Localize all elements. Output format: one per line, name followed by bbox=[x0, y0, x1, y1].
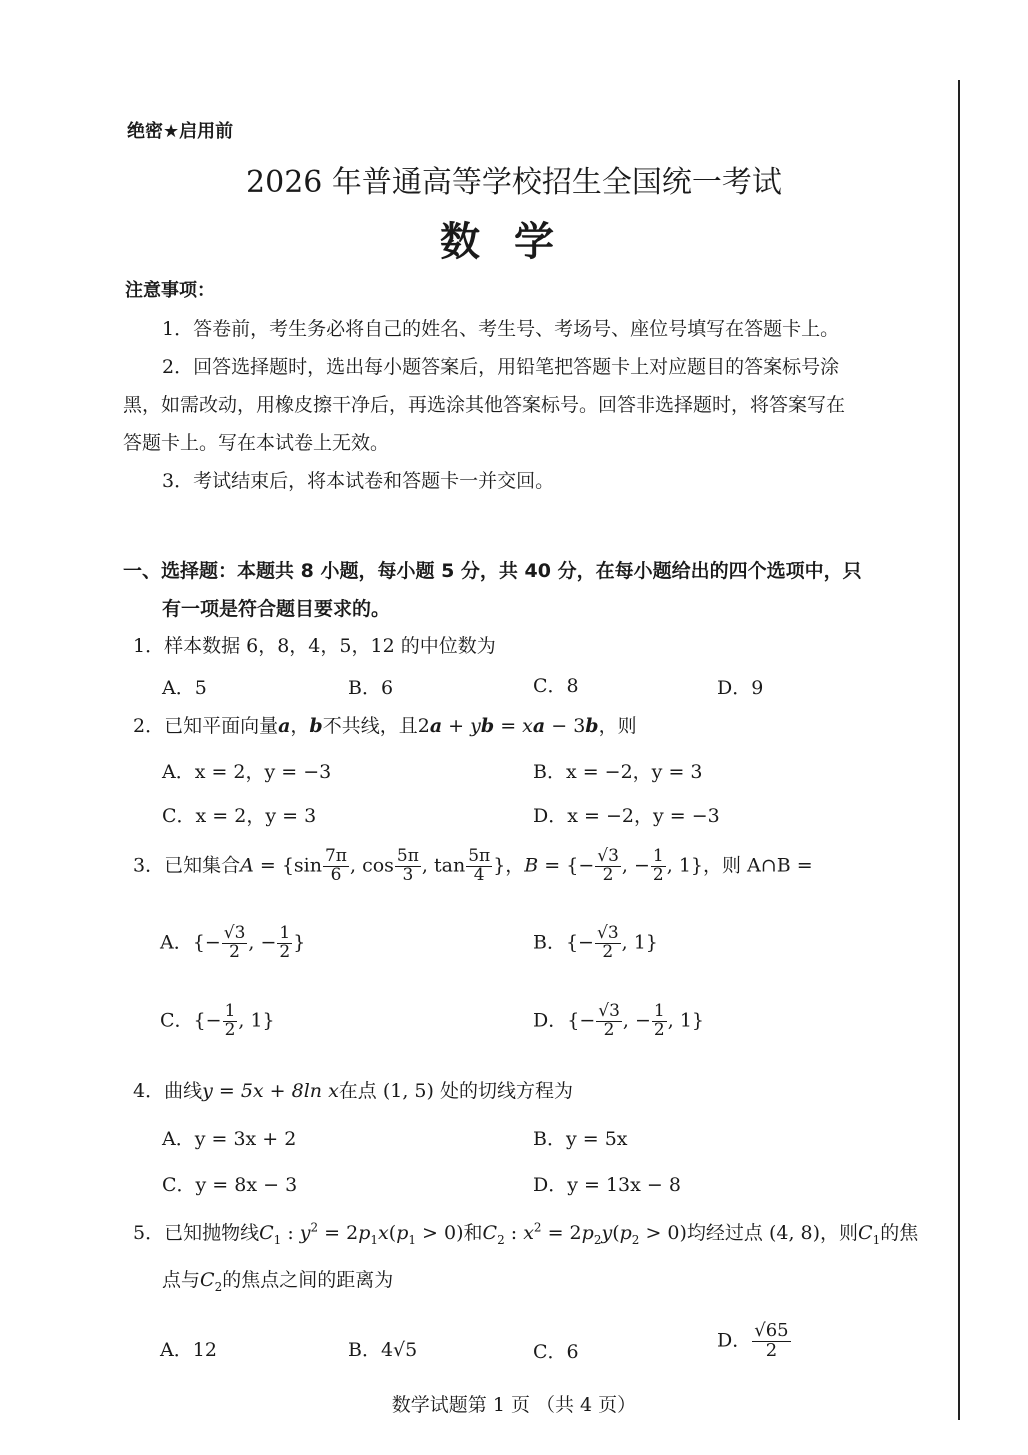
q1-option-c: C．8 bbox=[533, 675, 579, 697]
q4-stem-part-c: 在点 (1, 5) 处的切线方程为 bbox=[338, 1080, 573, 1102]
q1-option-b: B．6 bbox=[348, 677, 394, 699]
q5-option-c: C．6 bbox=[533, 1341, 579, 1363]
q2-option-b: B．x = −2，y = 3 bbox=[533, 761, 703, 783]
question-3-stem: 3．已知集合A = {sin $\frac{7\pi}{6}$ , cos $\frac{5\pi}{3}$ , tan $\frac{5\pi}{4}$ }，B = {− $\frac{√3}{2}$ , − $\frac{1}{2}$ , 1}，则 A∩B = bbox=[133, 846, 813, 885]
notice-item-2-cont: 黑，如需改动，用橡皮擦干净后，再选涂其他答案标号。回答非选择题时，将答案写在 bbox=[123, 394, 846, 416]
q5-stem-part-a: 5．已知抛物线 bbox=[133, 1222, 260, 1244]
q3-option-a: A．{− $\frac{√3}{2}$ , − $\frac{1}{2}$ } bbox=[160, 923, 306, 962]
page-border-line bbox=[958, 80, 960, 1420]
q2-option-d: D．x = −2，y = −3 bbox=[533, 805, 720, 827]
notice-item-1: 1．答卷前，考生务必将自己的姓名、考生号、考场号、座位号填写在答题卡上。 bbox=[162, 318, 840, 340]
q4-option-b: B．y = 5x bbox=[533, 1128, 628, 1150]
q2-stem-part-c: ，则 bbox=[598, 715, 637, 737]
confidential-label: 绝密★启用前 bbox=[127, 121, 234, 142]
q4-stem-part-a: 4．曲线 bbox=[133, 1080, 203, 1102]
q2-stem-part-a: 2．已知平面向量 bbox=[133, 715, 279, 737]
notice-item-3: 3．考试结束后，将本试卷和答题卡一并交回。 bbox=[162, 470, 555, 492]
q5-option-b: B．4√5 bbox=[348, 1339, 418, 1361]
q3-stem-part-c: ，则 A∩B = bbox=[703, 854, 813, 877]
q4-option-a: A．y = 3x + 2 bbox=[162, 1128, 297, 1150]
section-heading: 一、选择题：本题共 8 小题，每小题 5 分，共 40 分，在每小题给出的四个选项中，只 bbox=[123, 560, 862, 582]
notice-heading: 注意事项： bbox=[125, 280, 215, 301]
q3-option-c: C．{− $\frac{1}{2}$ , 1} bbox=[160, 1001, 275, 1040]
q3-stem-part-a: 3．已知集合 bbox=[133, 854, 241, 877]
q1-option-d: D．9 bbox=[717, 677, 764, 699]
section-heading-cont: 有一项是符合题目要求的。 bbox=[162, 598, 391, 620]
notice-item-2: 2．回答选择题时，选出每小题答案后，用铅笔把答题卡上对应题目的答案标号涂 bbox=[162, 356, 840, 378]
q4-option-d: D．y = 13x − 8 bbox=[533, 1174, 681, 1196]
question-5-stem-cont: 点与$C_2$的焦点之间的距离为 bbox=[162, 1269, 394, 1294]
notice-item-2-cont2: 答题卡上。写在本试卷上无效。 bbox=[123, 432, 390, 454]
q2-stem-part-b: 不共线，且 bbox=[322, 715, 418, 737]
q2-option-c: C．x = 2，y = 3 bbox=[162, 805, 317, 827]
q4-curve: y = 5x + 8ln x bbox=[202, 1080, 339, 1102]
question-1-stem: 1．样本数据 6，8，4，5，12 的中位数为 bbox=[133, 635, 496, 657]
q2-option-a: A．x = 2，y = −3 bbox=[162, 761, 332, 783]
page-footer: 数学试题第 1 页 （共 4 页） bbox=[391, 1394, 637, 1416]
q5-option-a: A．12 bbox=[160, 1339, 217, 1361]
question-2-stem: 2．已知平面向量a，b不共线，且2a + yb = xa − 3b，则 bbox=[133, 715, 637, 737]
question-4-stem bbox=[133, 1076, 573, 1103]
q3-option-b: B．{− $\frac{√3}{2}$ , 1} bbox=[533, 923, 658, 962]
question-5-stem: 5．已知抛物线$C_1$ : $y^2 = 2p_1x(p_1 > 0)$和$C_2$ : $x^2 = 2p_2y(p_2 > 0)$均经过点 (4, 8)，则$C_1$的焦 bbox=[133, 1220, 919, 1247]
q5-stem-part-b: 和 bbox=[463, 1222, 483, 1244]
q3-option-d: D．{− $\frac{√3}{2}$ , − $\frac{1}{2}$ , 1} bbox=[533, 1001, 704, 1040]
q5-stem-part-d: 的焦 bbox=[880, 1222, 919, 1244]
exam-title: 2026 年普通高等学校招生全国统一考试 bbox=[246, 165, 782, 200]
q5-option-d: D． $\frac{√65}{2}$ bbox=[717, 1320, 789, 1361]
q1-option-a: A．5 bbox=[162, 677, 207, 699]
subject-title: 数学 bbox=[440, 219, 588, 265]
q5-stem-part-c: 均经过点 (4, 8)，则 bbox=[686, 1222, 859, 1244]
q4-option-c: C．y = 8x − 3 bbox=[162, 1174, 298, 1196]
